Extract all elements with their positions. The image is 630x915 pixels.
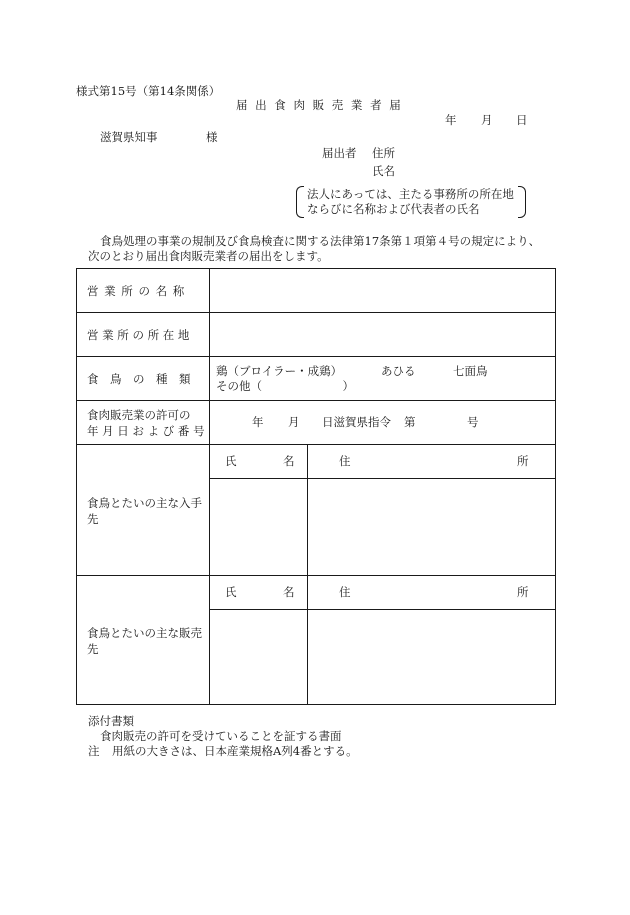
poultry-type-duck: あひる (381, 364, 416, 378)
customer-col-name-b: 名 (283, 585, 295, 599)
permit-year: 年 (252, 415, 264, 429)
form-title: 届 出 食 肉 販 売 業 者 届 (236, 98, 403, 112)
business-location-field[interactable] (217, 314, 547, 354)
applicant-address-label: 住所 (372, 146, 395, 160)
poultry-type-label: 食 鳥 の 種 類 (87, 372, 191, 386)
right-bracket (518, 186, 526, 218)
business-name-label: 営 業 所 の 名 称 (87, 284, 186, 298)
applicant-label: 届出者 (322, 146, 357, 160)
attachments-item: 食肉販売の許可を受けていることを証する書面 (100, 729, 342, 743)
poultry-type-turkey: 七面鳥 (453, 364, 488, 378)
permit-day-pref: 日滋賀県指令 (322, 415, 391, 429)
corporate-note-line1: 法人にあっては、主たる事務所の所在地 (307, 187, 514, 201)
customer-label: 食鳥とたいの主な販売先 (87, 626, 202, 656)
row-divider-2 (77, 356, 555, 357)
supplier-name-field[interactable] (213, 481, 303, 571)
business-name-field[interactable] (217, 270, 547, 310)
permit-label-line2: 年 月 日 お よ び 番 号 (87, 424, 205, 438)
note-label: 注 (88, 744, 100, 758)
addressee-sama: 様 (206, 130, 218, 144)
customer-column-divider (307, 575, 308, 705)
supplier-address-field[interactable] (311, 481, 551, 571)
intro-line1: 食鳥処理の事業の規制及び食鳥検査に関する法律第17条第１項第４号の規定により、 (100, 234, 541, 248)
note-text: 用紙の大きさは、日本産業規格A列4番とする。 (112, 744, 358, 758)
supplier-col-name-a: 氏 (225, 454, 237, 468)
supplier-label: 食鳥とたいの主な入手先 (87, 496, 202, 526)
corporate-note-bracket (296, 186, 526, 218)
supplier-column-divider (307, 444, 308, 575)
row-divider-3 (77, 400, 555, 401)
poultry-type-broiler: 鶏（ブロイラー・成鶏） (216, 364, 343, 378)
permit-go: 号 (467, 415, 479, 429)
customer-address-field[interactable] (311, 613, 551, 701)
permit-month: 月 (288, 415, 300, 429)
date-year: 年 (445, 113, 457, 127)
left-bracket (296, 186, 304, 218)
applicant-name-label: 氏名 (372, 164, 395, 178)
poultry-type-other: その他（ ） (216, 379, 354, 393)
addressee-governor: 滋賀県知事 (100, 130, 158, 144)
row-divider-4 (77, 444, 555, 445)
customer-header-divider (209, 609, 555, 610)
date-month: 月 (481, 113, 493, 127)
intro-line2: 次のとおり届出食肉販売業者の届出をします。 (88, 249, 329, 263)
form-number: 様式第15号（第14条関係） (76, 84, 221, 98)
attachments-heading: 添付書類 (88, 714, 134, 728)
customer-col-name-a: 氏 (225, 585, 237, 599)
row-divider-1 (77, 312, 555, 313)
supplier-col-addr-b: 所 (517, 454, 529, 468)
customer-name-field[interactable] (213, 613, 303, 701)
permit-dai: 第 (404, 415, 416, 429)
customer-col-addr-a: 住 (339, 585, 351, 599)
supplier-col-addr-a: 住 (339, 454, 351, 468)
permit-label-line1: 食肉販売業の許可の (87, 408, 191, 422)
customer-col-addr-b: 所 (517, 585, 529, 599)
date-day: 日 (516, 113, 528, 127)
supplier-header-divider (209, 478, 555, 479)
supplier-col-name-b: 名 (283, 454, 295, 468)
corporate-note-line2: ならびに名称および代表者の氏名 (307, 202, 480, 216)
business-location-label: 営 業 所 の 所 在 地 (87, 328, 190, 342)
row-divider-5 (77, 575, 555, 576)
notification-table (76, 268, 556, 705)
